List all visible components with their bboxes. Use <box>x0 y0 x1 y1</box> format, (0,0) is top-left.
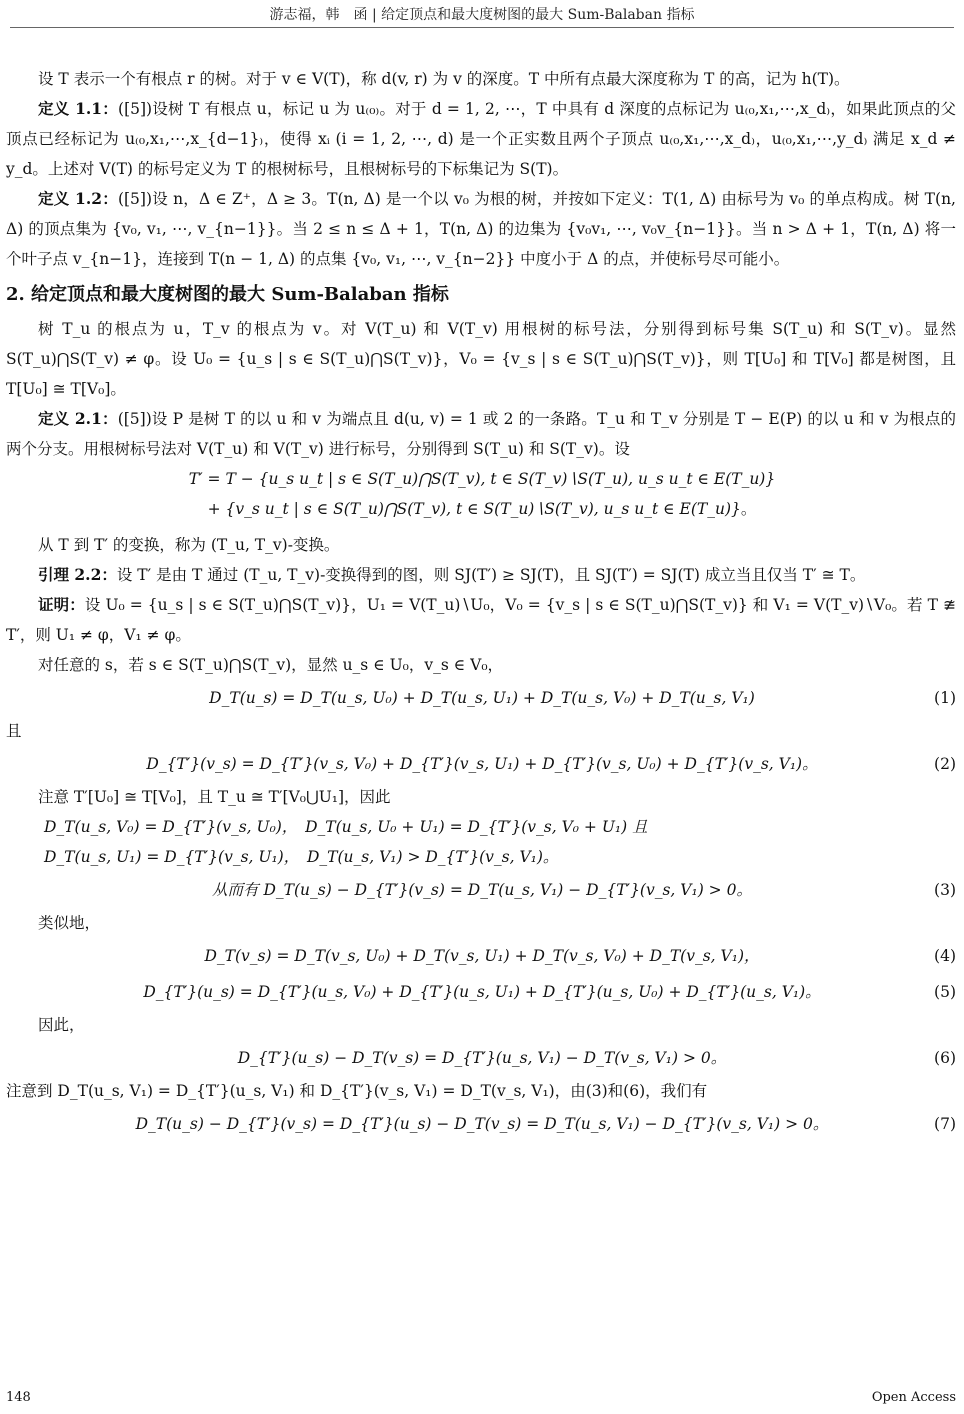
equation-number: (3) <box>934 881 956 899</box>
proof-label: 证明： <box>38 595 85 614</box>
equation-number: (1) <box>934 689 956 707</box>
definition-2-1 <box>6 404 956 464</box>
running-header: 游志福，韩 函 | 给定顶点和最大度树图的最大 Sum-Balaban 指标 <box>269 7 695 23</box>
paragraph-transformation: 从 T 到 T′ 的变换，称为 (T_u, T_v)-变换。 <box>38 536 340 554</box>
journal-label: Open Access <box>871 1390 956 1405</box>
paragraph-arbitrary-s: 对任意的 s，若 s ∈ S(T_u)⋂S(T_v)，显然 u_s ∈ U₀，v_s ∈ V₀， <box>38 656 504 674</box>
equation-3: 从而有 D_T(u_s) − D_{T′}(v_s) = D_T(u_s, V₁) − D_{T′}(v_s, V₁) > 0。 (3) <box>0 872 964 908</box>
equation-number: (6) <box>934 1049 956 1067</box>
equation-number: (4) <box>934 947 956 965</box>
paragraph-and: 且 <box>6 722 22 740</box>
paragraph-similarly: 类似地， <box>38 914 101 932</box>
equation-tprime-line1: T′ = T − {u_s u_t | s ∈ S(T_u)⋂S(T_v), t ∈ S(T_v)∖S(T_u), u_s u_t ∈ E(T_u)} <box>188 470 776 488</box>
lemma-2-2 <box>6 560 956 590</box>
equation-tprime-line2: + {v_s u_t | s ∈ S(T_u)⋂S(T_v), t ∈ S(T_u)∖S(T_v), u_s u_t ∈ E(T_u)}。 <box>207 500 757 518</box>
section-heading: 2. 给定顶点和最大度树图的最大 Sum-Balaban 指标 <box>6 284 449 305</box>
definition-text: ([5])设树 T 有根点 u，标记 u 为 u₍₀₎。对于 d = 1, 2, ⋯，T 中具有 d 深度的点标记为 u₍₀,x₁,⋯,x_d₎，如果此顶点的父顶点已经标记为 u₍₀,x₁,⋯,x_{d−1}₎，使得 xᵢ (i = 1, 2, ⋯, d) 是一个正实数且两个子顶点 u₍₀,x₁,⋯,x_d₎，u₍₀,x₁,⋯,y_d₎ 满足 x_d ≠ y_d。上述对 V(T) 的标号定义为 T 的根树标号，且根树标号的下标集记为 S(T)。 <box>6 100 956 178</box>
paragraph-note: 注意 T′[U₀] ≅ T[V₀]，且 T_u ≅ T′[V₀⋃U₁]，因此 <box>38 788 391 806</box>
definition-label: 定义 1.1： <box>38 99 119 118</box>
definition-text: ([5])设 P 是树 T 的以 u 和 v 为端点且 d(u, v) = 1 或 2 的一条路。T_u 和 T_v 分别是 T − E(P) 的以 u 和 v 为根点的两个分支。用根树标号法对 V(T_u) 和 V(T_v) 进行标号，分别得到 S(T_u) 和 S(T_v)。设 <box>6 410 956 458</box>
lemma-text: 设 T′ 是由 T 通过 (T_u, T_v)-变换得到的图，则 SJ(T′) ≥ SJ(T)，且 SJ(T′) = SJ(T) 成立当且仅当 T′ ≅ T。 <box>116 566 866 584</box>
page-body <box>0 64 964 1142</box>
equation-number: (2) <box>934 755 956 773</box>
equation-number: (7) <box>934 1115 956 1133</box>
definition-1-2 <box>6 184 956 274</box>
equation-7: D_T(u_s) − D_{T′}(v_s) = D_{T′}(u_s) − D_T(v_s) = D_T(u_s, V₁) − D_{T′}(v_s, V₁) > 0。 (7) <box>0 1106 964 1142</box>
paragraph-therefore: 因此， <box>38 1016 85 1034</box>
equation-4: D_T(v_s) = D_T(v_s, U₀) + D_T(v_s, U₁) + D_T(v_s, V₀) + D_T(v_s, V₁)， (4) <box>0 938 964 974</box>
proof-text: 设 U₀ = {u_s | s ∈ S(T_u)⋂S(T_v)}，U₁ = V(T_u)∖U₀，V₀ = {v_s | s ∈ S(T_u)⋂S(T_v)} 和 V₁ = V(T_v)∖V₀。若 T ≇ T′，则 U₁ ≠ φ，V₁ ≠ φ。 <box>6 596 956 644</box>
definition-text: ([5])设 n，Δ ∈ Z⁺，Δ ≥ 3。T(n, Δ) 是一个以 v₀ 为根的树，并按如下定义：T(1, Δ) 由标号为 v₀ 的单点构成。树 T(n, Δ) 的顶点集为 {v₀, v₁, ⋯, v_{n−1}}。当 2 ≤ n ≤ Δ + 1，T(n, Δ) 的边集为 {v₀v₁, ⋯, v₀v_{n−1}}。当 n > Δ + 1，T(n, Δ) 将一个叶子点 v_{n−1}，连接到 T(n − 1, Δ) 的点集 {v₀, v₁, ⋯, v_{n−2}} 中度小于 Δ 的点，并使标号尽可能小。 <box>6 190 956 268</box>
lemma-label: 引理 2.2： <box>38 565 117 584</box>
definition-label: 定义 2.1： <box>38 409 118 428</box>
aligned-equation-2: D_T(u_s, U₁) = D_{T′}(v_s, U₁)， D_T(u_s, V₁) > D_{T′}(v_s, V₁)。 <box>44 848 559 866</box>
definition-label: 定义 1.2： <box>38 189 118 208</box>
equation-2: D_{T′}(v_s) = D_{T′}(v_s, V₀) + D_{T′}(v_s, U₁) + D_{T′}(v_s, U₀) + D_{T′}(v_s, V₁)。 (2) <box>0 746 964 782</box>
page-number: 148 <box>6 1390 31 1405</box>
equation-number: (5) <box>934 983 956 1001</box>
paragraph-tree-depth: 设 T 表示一个有根点 r 的树。对于 v ∈ V(T)，称 d(v, r) 为 v 的深度。T 中所有点最大深度称为 T 的高，记为 h(T)。 <box>38 70 850 88</box>
paragraph-rooted-trees: 树 T_u 的根点为 u，T_v 的根点为 v。对 V(T_u) 和 V(T_v) 用根树的标号法，分别得到标号集 S(T_u) 和 S(T_v)。显然 S(T_u)⋂S(T_v) ≠ φ。设 U₀ = {u_s | s ∈ S(T_u)⋂S(T_v)}，V₀ = {v_s | s ∈ S(T_u)⋂S(T_v)}，则 T[U₀] 和 T[V₀] 都是树图，且 T[U₀] ≅ T[V₀]。 <box>6 320 956 398</box>
header-rule <box>10 27 954 28</box>
equation-6: D_{T′}(u_s) − D_T(v_s) = D_{T′}(u_s, V₁) − D_T(v_s, V₁) > 0。 (6) <box>0 1040 964 1076</box>
equation-5: D_{T′}(u_s) = D_{T′}(u_s, V₀) + D_{T′}(u_s, U₁) + D_{T′}(u_s, U₀) + D_{T′}(u_s, V₁)。 (5) <box>0 974 964 1010</box>
equation-1: D_T(u_s) = D_T(u_s, U₀) + D_T(u_s, U₁) + D_T(u_s, V₀) + D_T(u_s, V₁) (1) <box>0 680 964 716</box>
paragraph-noting: 注意到 D_T(u_s, V₁) = D_{T′}(u_s, V₁) 和 D_{T′}(v_s, V₁) = D_T(v_s, V₁)，由(3)和(6)，我们有 <box>6 1082 708 1100</box>
definition-1-1 <box>6 94 956 184</box>
aligned-equation-1: D_T(u_s, V₀) = D_{T′}(v_s, U₀)， D_T(u_s, U₀ + U₁) = D_{T′}(v_s, V₀ + U₁) 且 <box>44 818 648 836</box>
proof <box>6 590 956 650</box>
